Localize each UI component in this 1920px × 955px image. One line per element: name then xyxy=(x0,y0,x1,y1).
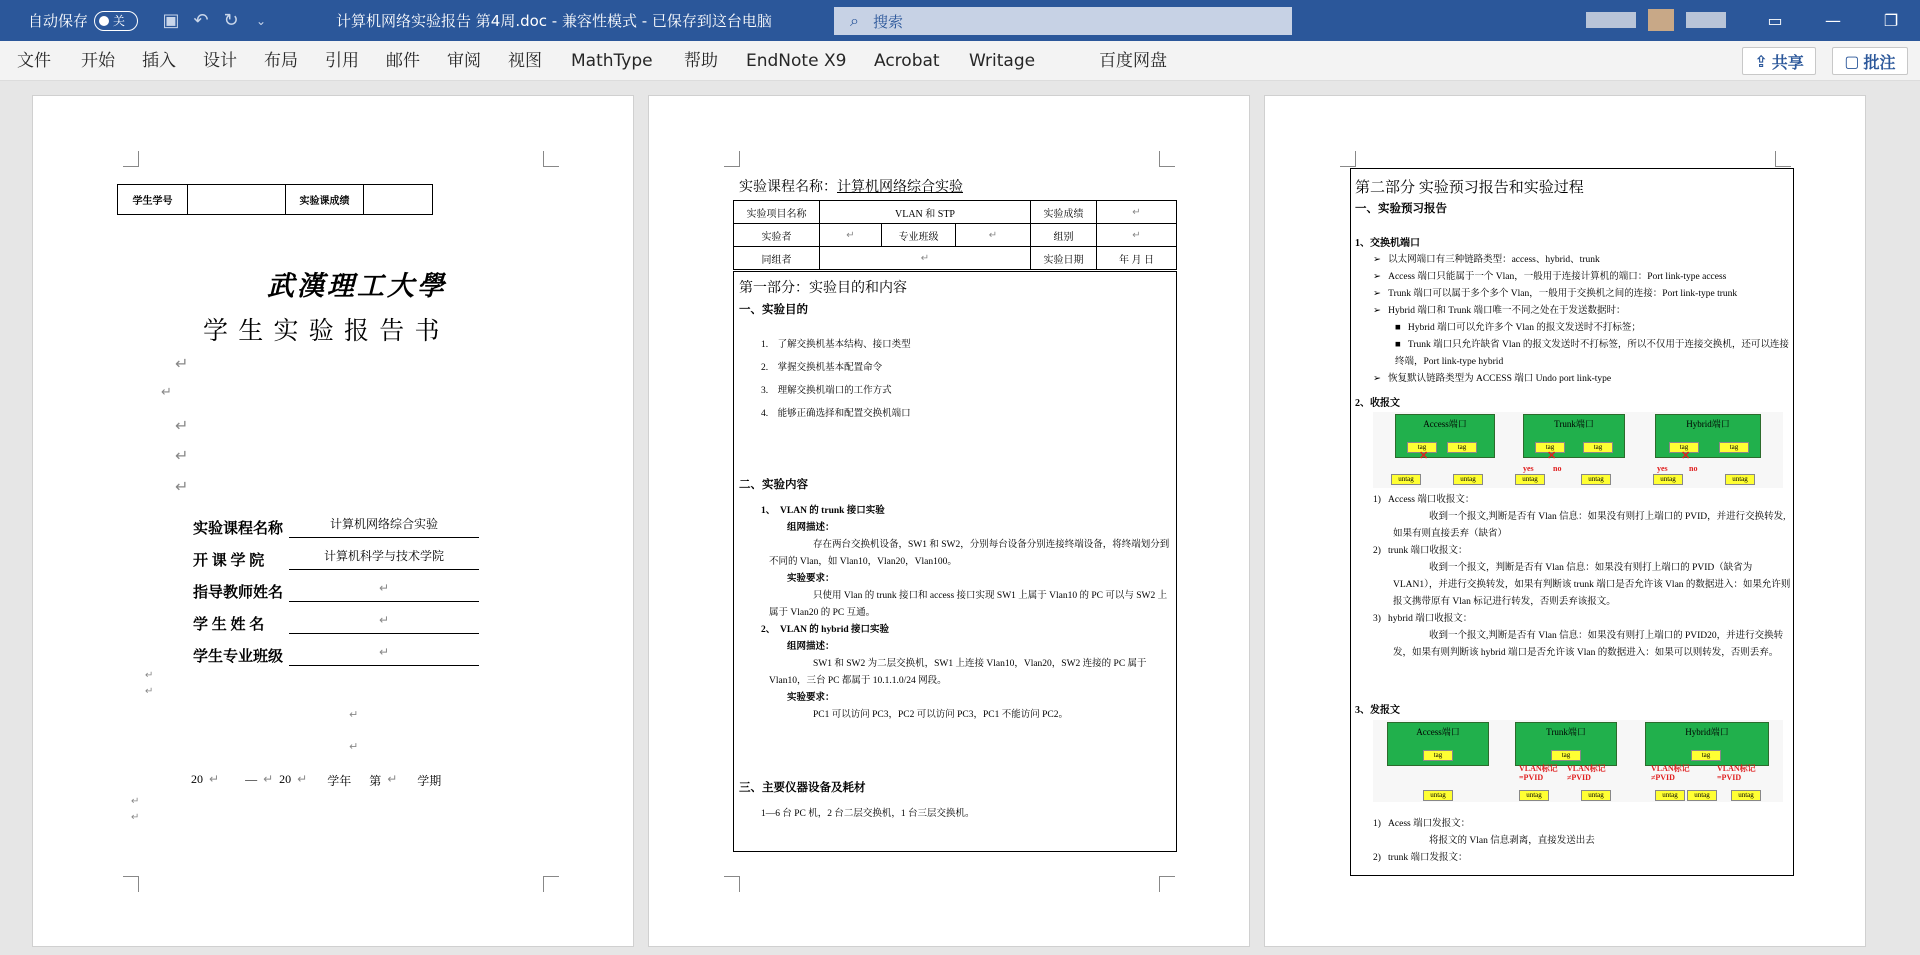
tab-file[interactable]: 文件 xyxy=(17,51,51,71)
crop-mark xyxy=(123,876,139,892)
untag-box: untag xyxy=(1725,474,1755,485)
title-bar xyxy=(0,0,1920,41)
exp2-req: PC1 可以访问 PC3，PC2 可以访问 PC3，PC1 不能访问 PC2。 xyxy=(813,710,1068,720)
page-1[interactable] xyxy=(32,95,634,947)
untag-box: untag xyxy=(1423,790,1453,801)
crop-mark xyxy=(1159,876,1175,892)
desc-label: 组网描述： xyxy=(787,642,835,652)
course-label: 实验课程名称： xyxy=(739,180,837,195)
tab-mathtype[interactable]: MathType xyxy=(571,51,653,71)
item-body: 收到一个报文,判断是否有 Vlan 信息：如果没有则打上端口的 PVID20，并进行交换转发，如果有则判断该 hybrid 端口是否允许该 Vlan 的数据进入：如果可以则转发，否则丢弃。 xyxy=(1393,631,1784,658)
ribbon-tabs xyxy=(0,41,1920,81)
prep-heading: 一、实验预习报告 xyxy=(1355,203,1447,215)
customize-qat-icon[interactable]: ⌄ xyxy=(255,13,267,28)
list-item: 2) trunk 端口收报文： xyxy=(1373,546,1468,556)
tag-box: tag xyxy=(1691,750,1721,761)
tab-help[interactable]: 帮助 xyxy=(684,51,718,71)
student-id-cell[interactable] xyxy=(188,185,286,215)
year-dash: — xyxy=(245,772,258,786)
list-item: ➢ 以太网端口有三种链路类型：access、hybrid、trunk xyxy=(1373,255,1600,265)
item-title: Access 端口收报文： xyxy=(1388,495,1475,505)
field-label: 实验课程名称 xyxy=(193,521,284,537)
send-list xyxy=(1373,816,1793,867)
save-icon[interactable]: ▣ xyxy=(162,10,180,31)
field-label: 学 生 姓 名 xyxy=(193,617,265,633)
field-label: 学生专业班级 xyxy=(193,649,284,665)
list-item: 3) hybrid 端口收报文： xyxy=(1373,614,1473,624)
experiment-info-table xyxy=(733,200,1177,270)
vlan-pvid-label: VLAN标记=PVID xyxy=(1519,764,1558,782)
tag-box: tag xyxy=(1447,442,1477,453)
project-value[interactable]: VLAN 和 STP xyxy=(820,201,1031,224)
item-title: trunk 端口收报文： xyxy=(1388,546,1468,556)
tag-box: tag xyxy=(1423,750,1453,761)
grade-cell[interactable] xyxy=(364,185,433,215)
date-label: 实验日期 xyxy=(1031,247,1097,270)
vlan-pvid-label: VLAN标记=PVID xyxy=(1717,764,1756,782)
partner-cell[interactable]: ↵ xyxy=(820,247,1031,270)
part2-title: 第二部分 实验预习报告和实验过程 xyxy=(1355,180,1584,196)
tag-box: tag xyxy=(1669,442,1699,453)
bullet-text: Trunk 端口可以属于多个多个 Vlan，一般用于交换机之间的连接：Port link-type trunk xyxy=(1388,289,1738,299)
item-title: trunk 端口发报文： xyxy=(1388,853,1468,863)
tab-view[interactable]: 视图 xyxy=(508,51,542,71)
autosave-toggle[interactable] xyxy=(94,11,138,31)
paragraph-mark: ↵ xyxy=(263,772,274,786)
field-row xyxy=(193,538,479,570)
student-id-table xyxy=(117,184,433,215)
switch-label: Trunk端口 xyxy=(1546,727,1586,737)
sub-bullet-text: Trunk 端口只允许缺省 Vlan 的报文发送时不打标签，所以不仅用于连接交换机，还可以连接终端，Port link-type hybrid xyxy=(1395,340,1789,367)
toggle-knob xyxy=(99,16,109,26)
req-label: 实验要求： xyxy=(787,693,835,703)
untag-box: untag xyxy=(1515,474,1545,485)
page-3[interactable] xyxy=(1264,95,1866,947)
term-label: 学期 xyxy=(417,774,442,788)
cross-icon: ✕ xyxy=(1547,450,1557,462)
year-prefix: 20 xyxy=(191,772,203,786)
project-label: 实验项目名称 xyxy=(734,201,820,224)
vlan-npvid-label: VLAN标记≠PVID xyxy=(1567,764,1606,782)
tab-acrobat[interactable]: Acrobat xyxy=(874,51,940,71)
tag-box: tag xyxy=(1407,442,1437,453)
list-item: 1) Access 端口收报文： xyxy=(1373,495,1475,505)
paragraph-mark: ↵ xyxy=(209,772,220,786)
recv-heading: 2、收报文 xyxy=(1355,398,1400,409)
list-item: ➢ 恢复默认链路类型为 ACCESS 端口 Undo port link-type xyxy=(1373,374,1612,384)
paragraph-mark: ↵ xyxy=(349,708,359,721)
tab-layout[interactable]: 布局 xyxy=(264,51,298,71)
student-cell[interactable]: ↵ xyxy=(820,224,882,247)
group-label: 组别 xyxy=(1031,224,1097,247)
list-item: ■ Trunk 端口只允许缺省 Vlan 的报文发送时不打标签，所以不仅用于连接交换机，还可以连接终端，Port link-type hybrid xyxy=(1395,340,1789,367)
bullet-text: Access 端口只能属于一个 Vlan，一般用于连接计算机的端口：Port link-type access xyxy=(1388,272,1727,282)
list-item: 4. 能够正确选择和配置交换机端口 xyxy=(761,409,911,419)
paragraph-mark: ↵ xyxy=(131,796,140,807)
class-label: 专业班级 xyxy=(882,224,956,247)
list-item: 2) trunk 端口发报文： xyxy=(1373,853,1468,863)
tab-endnote[interactable]: EndNote X9 xyxy=(746,51,847,71)
field-label: 指导教师姓名 xyxy=(193,585,284,601)
field-value[interactable]: ↵ xyxy=(289,634,479,666)
share-icon: ⇪ xyxy=(1754,51,1768,71)
exp2-desc: SW1 和 SW2 为二层交换机，SW1 上连接 Vlan10，Vlan20，SW2 连接的 PC 属于 Vlan10，三台 PC 都属于 10.1.1.0/24 网段。 xyxy=(769,659,1147,686)
crop-mark xyxy=(543,151,559,167)
share-label: 共享 xyxy=(1771,52,1804,72)
crop-mark xyxy=(1159,151,1175,167)
field-value[interactable]: 计算机网络综合实验 xyxy=(289,506,479,538)
experiment-1 xyxy=(761,503,1175,724)
bullet-text: 恢复默认链路类型为 ACCESS 端口 Undo port link-type xyxy=(1388,374,1612,384)
list-item: 3. 理解交换机端口的工作方式 xyxy=(761,386,892,396)
tab-review[interactable]: 审阅 xyxy=(447,51,481,71)
field-value[interactable]: ↵ xyxy=(289,570,479,602)
list-item: 2. 掌握交换机基本配置命令 xyxy=(761,363,883,373)
cross-icon: ✕ xyxy=(1419,450,1429,462)
year-suffix: 20 xyxy=(279,772,292,786)
content-heading: 二、实验内容 xyxy=(739,479,808,491)
date-value[interactable]: 年 月 日 xyxy=(1097,247,1177,270)
tab-design[interactable]: 设计 xyxy=(203,51,237,71)
list-item: ■ Hybrid 端口可以允许多个 Vlan 的报文发送时不打标签； xyxy=(1395,323,1641,333)
paragraph-mark: ↵ xyxy=(145,686,154,697)
switch-label: Access端口 xyxy=(1416,727,1460,737)
university-name: 武漢理工大學 xyxy=(267,271,447,301)
course-line xyxy=(739,176,963,196)
partner-label: 同组者 xyxy=(734,247,820,270)
untag-box: untag xyxy=(1655,790,1685,801)
no-label: no xyxy=(1553,464,1562,473)
switch-label: Trunk端口 xyxy=(1554,419,1594,429)
bullet-text: 以太网端口有三种链路类型：access、hybrid、trunk xyxy=(1388,255,1600,265)
comments-button[interactable] xyxy=(1832,47,1908,75)
paragraph-mark: ↵ xyxy=(145,670,154,681)
switch-label: Hybrid端口 xyxy=(1686,419,1730,429)
crop-mark xyxy=(724,151,740,167)
send-diagram xyxy=(1373,720,1783,802)
paragraph-mark: ↵ xyxy=(297,772,308,786)
item-title: hybrid 端口收报文： xyxy=(1388,614,1473,624)
untag-box: untag xyxy=(1731,790,1761,801)
grade-cell[interactable]: ↵ xyxy=(1097,201,1177,224)
year-label: 学年 xyxy=(327,774,352,788)
page-2[interactable] xyxy=(648,95,1250,947)
untag-box: untag xyxy=(1653,474,1683,485)
port-bullets xyxy=(1373,252,1793,388)
purpose-text: 掌握交换机基本配置命令 xyxy=(777,363,883,373)
purpose-heading: 一、实验目的 xyxy=(739,304,808,316)
exp1-req: 只使用 Vlan 的 trunk 接口和 access 接口实现 SW1 上属于 Vlan10 的 PC 可以与 SW2 上属于 Vlan20 的 PC 互通。 xyxy=(769,591,1168,618)
field-value[interactable]: 计算机科学与技术学院 xyxy=(289,538,479,570)
vlan-npvid-label: VLAN标记≠PVID xyxy=(1651,764,1690,782)
tab-references[interactable]: 引用 xyxy=(325,51,359,71)
receive-diagram xyxy=(1373,412,1783,488)
comment-icon: ▢ xyxy=(1844,51,1860,71)
tab-baidu[interactable]: 百度网盘 xyxy=(1099,51,1167,71)
yes-label: yes xyxy=(1657,464,1668,473)
course-name: 计算机网络综合实验 xyxy=(837,180,963,195)
academic-year-line xyxy=(191,772,441,789)
sub-bullet-text: Hybrid 端口可以允许多个 Vlan 的报文发送时不打标签； xyxy=(1407,323,1641,333)
paragraph-mark: ↵ xyxy=(175,416,189,435)
purpose-text: 了解交换机基本结构、接口类型 xyxy=(777,340,911,350)
tab-home[interactable]: 开始 xyxy=(81,51,115,71)
tab-insert[interactable]: 插入 xyxy=(142,51,176,71)
item-body: 收到一个报文，判断是否有 Vlan 信息：如果没有则打上端口的 PVID（缺省为 VLAN1），并进行交换转发，如果有判断该 trunk 端口是否允许该 Vlan 的数据进入：如果允许则报文携带原有 Vlan 标记进行转发，否则丢弃该报文。 xyxy=(1393,563,1791,607)
group-cell[interactable]: ↵ xyxy=(1097,224,1177,247)
field-row xyxy=(193,570,479,602)
grade-label: 实验课成绩 xyxy=(286,185,364,215)
untag-box: untag xyxy=(1453,474,1483,485)
list-item: ➢ Hybrid 端口和 Trunk 端口唯一不同之处在于发送数据时： xyxy=(1373,306,1626,316)
toggle-state: 关 xyxy=(113,14,126,28)
desc-label: 组网描述： xyxy=(787,523,835,533)
autosave-label: 自动保存 xyxy=(28,12,89,30)
exp2-title: 2、 VLAN 的 hybrid 接口实验 xyxy=(761,625,890,635)
search-icon: ⌕ xyxy=(850,11,859,30)
field-value[interactable]: ↵ xyxy=(289,602,479,634)
exp1-title: 1、 VLAN 的 trunk 接口实验 xyxy=(761,506,885,516)
restore-icon[interactable]: ❐ xyxy=(1883,11,1899,30)
untag-box: untag xyxy=(1519,790,1549,801)
receive-list xyxy=(1373,492,1793,662)
list-item: ➢ Access 端口只能属于一个 Vlan，一般用于连接计算机的端口：Port link-type access xyxy=(1373,272,1727,282)
minimize-icon[interactable]: — xyxy=(1825,11,1841,30)
student-label: 实验者 xyxy=(734,224,820,247)
paragraph-mark: ↵ xyxy=(387,772,398,786)
item-title: Acess 端口发报文： xyxy=(1388,819,1471,829)
switch-label: Hybrid端口 xyxy=(1685,727,1729,737)
paragraph-mark: ↵ xyxy=(161,385,172,400)
paragraph-mark: ↵ xyxy=(175,354,189,373)
tag-box: tag xyxy=(1551,750,1581,761)
exp1-desc: 存在两台交换机设备，SW1 和 SW2，分别每台设备分别连接终端设备，将终端划分到不同的 Vlan，如 Vlan10，Vlan20，Vlan100。 xyxy=(769,540,1170,567)
no-label: no xyxy=(1689,464,1698,473)
tag-box: tag xyxy=(1535,442,1565,453)
untag-box: untag xyxy=(1581,474,1611,485)
field-row xyxy=(193,634,479,666)
purpose-text: 能够正确选择和配置交换机端口 xyxy=(777,409,911,419)
term-prefix: 第 xyxy=(369,774,382,788)
switch-label: Access端口 xyxy=(1423,419,1467,429)
student-id-label: 学生学号 xyxy=(118,185,188,215)
yes-label: yes xyxy=(1523,464,1534,473)
account-avatar[interactable] xyxy=(1648,9,1674,31)
search-box[interactable] xyxy=(834,7,1292,35)
paragraph-mark: ↵ xyxy=(131,812,140,823)
report-title: 学 生 实 验 报 告 书 xyxy=(203,318,442,345)
purpose-list xyxy=(761,337,911,423)
purpose-text: 理解交换机端口的工作方式 xyxy=(777,386,892,396)
share-button[interactable] xyxy=(1742,47,1816,75)
crop-mark xyxy=(543,876,559,892)
exp1-title-text: VLAN 的 trunk 接口实验 xyxy=(780,506,885,516)
comments-label: 批注 xyxy=(1863,52,1896,72)
port-heading: 1、交换机端口 xyxy=(1355,238,1420,249)
send-heading: 3、发报文 xyxy=(1355,705,1400,716)
list-item: ➢ Trunk 端口可以属于多个多个 Vlan，一般用于交换机之间的连接：Port link-type trunk xyxy=(1373,289,1738,299)
equipment-text: 1—6 台 PC 机，2 台二层交换机，1 台三层交换机。 xyxy=(761,809,975,819)
field-label: 开 课 学 院 xyxy=(193,553,265,569)
document-title: 计算机网络实验报告 第4周.doc - 兼容性模式 - 已保存到这台电脑 xyxy=(336,12,772,30)
item-body: 收到一个报文,判断是否有 Vlan 信息：如果没有则打上端口的 PVID，并进行交换转发,如果有则直接丢弃（缺省） xyxy=(1393,512,1786,539)
crop-mark xyxy=(724,876,740,892)
crop-mark xyxy=(1775,151,1791,167)
list-item: 1. 了解交换机基本结构、接口类型 xyxy=(761,340,911,350)
req-label: 实验要求： xyxy=(787,574,835,584)
grade-label: 实验成绩 xyxy=(1031,201,1097,224)
paragraph-mark: ↵ xyxy=(175,477,189,496)
tag-box: tag xyxy=(1719,442,1749,453)
class-cell[interactable]: ↵ xyxy=(956,224,1031,247)
part1-title: 第一部分：实验目的和内容 xyxy=(739,281,907,296)
equipment-heading: 三、主要仪器设备及耗材 xyxy=(739,782,866,794)
tab-writage[interactable]: Writage xyxy=(969,51,1036,71)
account-extra xyxy=(1686,12,1726,28)
paragraph-mark: ↵ xyxy=(175,446,189,465)
crop-mark xyxy=(1340,151,1356,167)
bullet-text: Hybrid 端口和 Trunk 端口唯一不同之处在于发送数据时： xyxy=(1388,306,1626,316)
paragraph-mark: ↵ xyxy=(349,740,359,753)
untag-box: untag xyxy=(1581,790,1611,801)
untag-box: untag xyxy=(1687,790,1717,801)
crop-mark xyxy=(123,151,139,167)
tab-mailings[interactable]: 邮件 xyxy=(386,51,420,71)
field-row xyxy=(193,506,479,538)
field-row xyxy=(193,602,479,634)
ribbon-display-icon[interactable]: ▭ xyxy=(1767,11,1783,30)
tag-box: tag xyxy=(1583,442,1613,453)
cross-icon: ✕ xyxy=(1681,450,1691,462)
list-item: 1) Acess 端口发报文： xyxy=(1373,819,1471,829)
search-placeholder: 搜索 xyxy=(872,12,903,31)
redo-icon[interactable]: ↻ xyxy=(223,10,239,31)
account-name xyxy=(1586,12,1636,28)
item-body: 将报文的 Vlan 信息剥离，直接发送出去 xyxy=(1429,836,1595,846)
exp2-title-text: VLAN 的 hybrid 接口实验 xyxy=(780,625,890,635)
undo-icon[interactable]: ↶ xyxy=(193,10,209,31)
untag-box: untag xyxy=(1391,474,1421,485)
